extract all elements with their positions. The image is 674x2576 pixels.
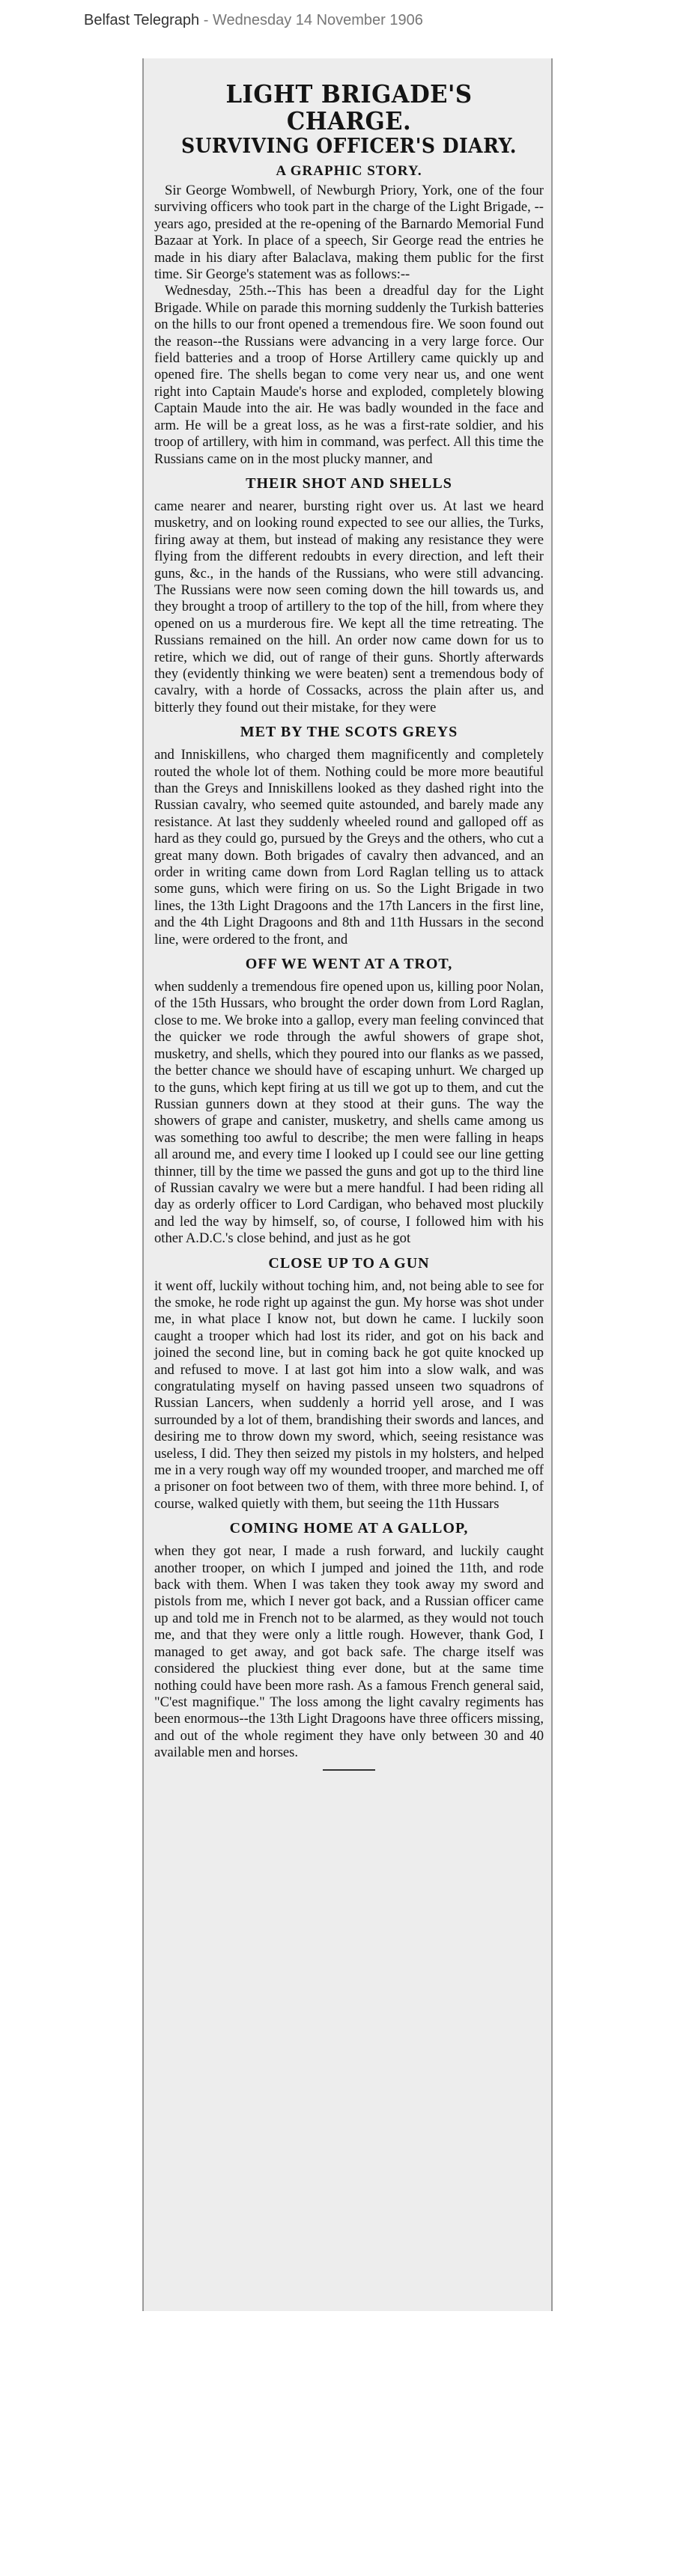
diary-paragraph-4: when suddenly a tremendous fire opened upon us, killing poor Nolan, of the 15th Hussars, who brought the order down from Lord Raglan, close to me. We broke into a gallop, every man feeling convinced that the quicker we rode through the awful showers of grape shot, musketry, and shells, which they poured into our flanks as we passed, the better chance we should have of escaping unhurt. We charged up to the guns, which kept firing at us till we got up to them, and cut the Russian gunners down at they stood at their guns. The way the showers of grape and canister, musketry, and shells came among us was something too awful to describe; the men were falling in heaps all around me, and every time I looked up I could see our line getting thinner, till by the time we passed the guns and got up to the third line of Russian cavalry we were but a mere handful. I had been riding all day as orderly officer to Lord Cardigan, who behaved most pluckily and led the way by himself, so, of course, I followed him with his other A.D.C.'s close behind, and just as he got	[154, 979, 544, 1247]
subhead-off-at-a-trot: OFF WE WENT AT A TROT,	[245, 956, 453, 973]
headline: LIGHT BRIGADE'S CHARGE.	[225, 79, 473, 135]
intro-paragraph: Sir George Wombwell, of Newburgh Priory, York, one of the four surviving officers who took part in the charge of the Light Brigade, -- years ago, presided at the re-opening of the Barnardo Memorial Fund Bazaar at York. In place of a speech, Sir George read the entries he made in his diary after Balaclava, making them public for the first time. Sir George's statement was as follows:--	[154, 183, 544, 283]
diary-paragraph-5: it went off, luckily without toching him, and, not being able to see for the smoke, he rode right up against the gun. My horse was shot under me, in what place I know not, but down he came. I luckily soon caught a trooper which had lost its rider, and got on his back and joined the second line, but in coming back he got quite knocked up and refused to move. I at last got him into a slow walk, and was congratulating myself on having passed unseen two squadrons of Russian Lancers, when suddenly a horrid yell arose, and I was surrounded by a lot of them, brandishing their swords and lances, and desiring me to throw down my sword, which, seeing resistance was useless, I did. They then seized my pistols in my holsters, and helped me in a very rough way off my wounded trooper, and marched me off a prisoner on foot between two of them, with three more behind. I, of course, walked quietly with them, but seeing the 11th Hussars	[154, 1278, 544, 1512]
headline-secondary: SURVIVING OFFICER'S DIARY.	[180, 135, 517, 158]
deck: A GRAPHIC STORY.	[276, 163, 422, 179]
diary-paragraph-1: Wednesday, 25th.--This has been a dreadful day for the Light Brigade. While on parade this morning suddenly the Turkish batteries on the hills to our front opened a tremendous fire. We soon found out the reason--the Russians were advancing in a very large force. Our field batteries and a troop of Horse Artillery came quickly up and opened fire. The shells began to come very near us, and one went right into Captain Maude's horse and exploded, completely blowing Captain Maude into the air. He was badly wounded in the face and arm. He will be a great loss, as he was a first-rate soldier, and his troop of artillery, with him in command, was perfect. All this time the Russians came on in the most plucky manner, and	[154, 283, 544, 467]
newspaper-clipping	[142, 58, 553, 2311]
subhead-scots-greys: MET BY THE SCOTS GREYS	[240, 724, 458, 741]
publication-date: Wednesday 14 November 1906	[212, 12, 423, 28]
clipping-top-margin	[154, 58, 544, 81]
page-header	[84, 12, 423, 29]
publication-name[interactable]: Belfast Telegraph	[84, 12, 200, 28]
header-separator: -	[199, 12, 213, 28]
article-column	[154, 58, 544, 1771]
subhead-close-up-to-a-gun: CLOSE UP TO A GUN	[268, 1254, 430, 1272]
end-rule	[323, 1769, 375, 1771]
subhead-coming-home: COMING HOME AT A GALLOP,	[229, 1520, 469, 1537]
subhead-shot-and-shells: THEIR SHOT AND SHELLS	[246, 474, 452, 492]
diary-paragraph-6: when they got near, I made a rush forward, and luckily caught another trooper, on which I jumped and joined the 11th, and rode back with them. When I was taken they took away my sword and pistols from me, which I never got back, and a Russian officer came up and told me in French not to be alarmed, as they would not touch me, and that they were only a little rough. However, thank God, I managed to get away, and got back safe. The charge itself was considered the pluckiest thing ever done, but at the same time nothing could have been more rash. As a famous French general said, "C'est magnifique." The loss among the light cavalry regiments has been enormous--the 13th Light Dragoons have three officers missing, and out of the whole regiment they have only between 30 and 40 available men and horses.	[154, 1543, 544, 1761]
diary-paragraph-3: and Inniskillens, who charged them magnificently and completely routed the whole lot of them. Nothing could be more more beautiful than the Greys and Inniskillens looked as they dashed right into the Russian cavalry, who seemed quite astounded, and barely made any resistance. At last they suddenly wheeled round and galloped off as hard as they could go, pursued by the Greys and the others, who cut a great many down. Both brigades of cavalry then advanced, and an order in writing came down from Lord Raglan telling us to attack some guns, which were firing on us. So the Light Brigade in two lines, the 13th Light Dragoons and the 17th Lancers in the first line, and the 4th Light Dragoons and 8th and 11th Hussars in the second line, were ordered to the front, and	[154, 747, 544, 947]
diary-paragraph-2: came nearer and nearer, bursting right over us. At last we heard musketry, and on looking round expected to see our allies, the Turks, firing away at them, but instead of making any resistance they were flying from the different redoubts in every direction, and left their guns, &c., in the hands of the Russians, who were still advancing. The Russians were now seen coming down the hill towards us, and they brought a troop of artillery to the top of the hill, from where they opened on us a murderous fire. We kept all the time retreating. The Russians remained on the hill. An order now came down for us to retire, which we did, out of range of their guns. Shortly afterwards they (evidently thinking we were beaten) sent a tremendous body of cavalry, with a horde of Cossacks, across the plain after us, and bitterly they found out their mistake, for they were	[154, 498, 544, 715]
